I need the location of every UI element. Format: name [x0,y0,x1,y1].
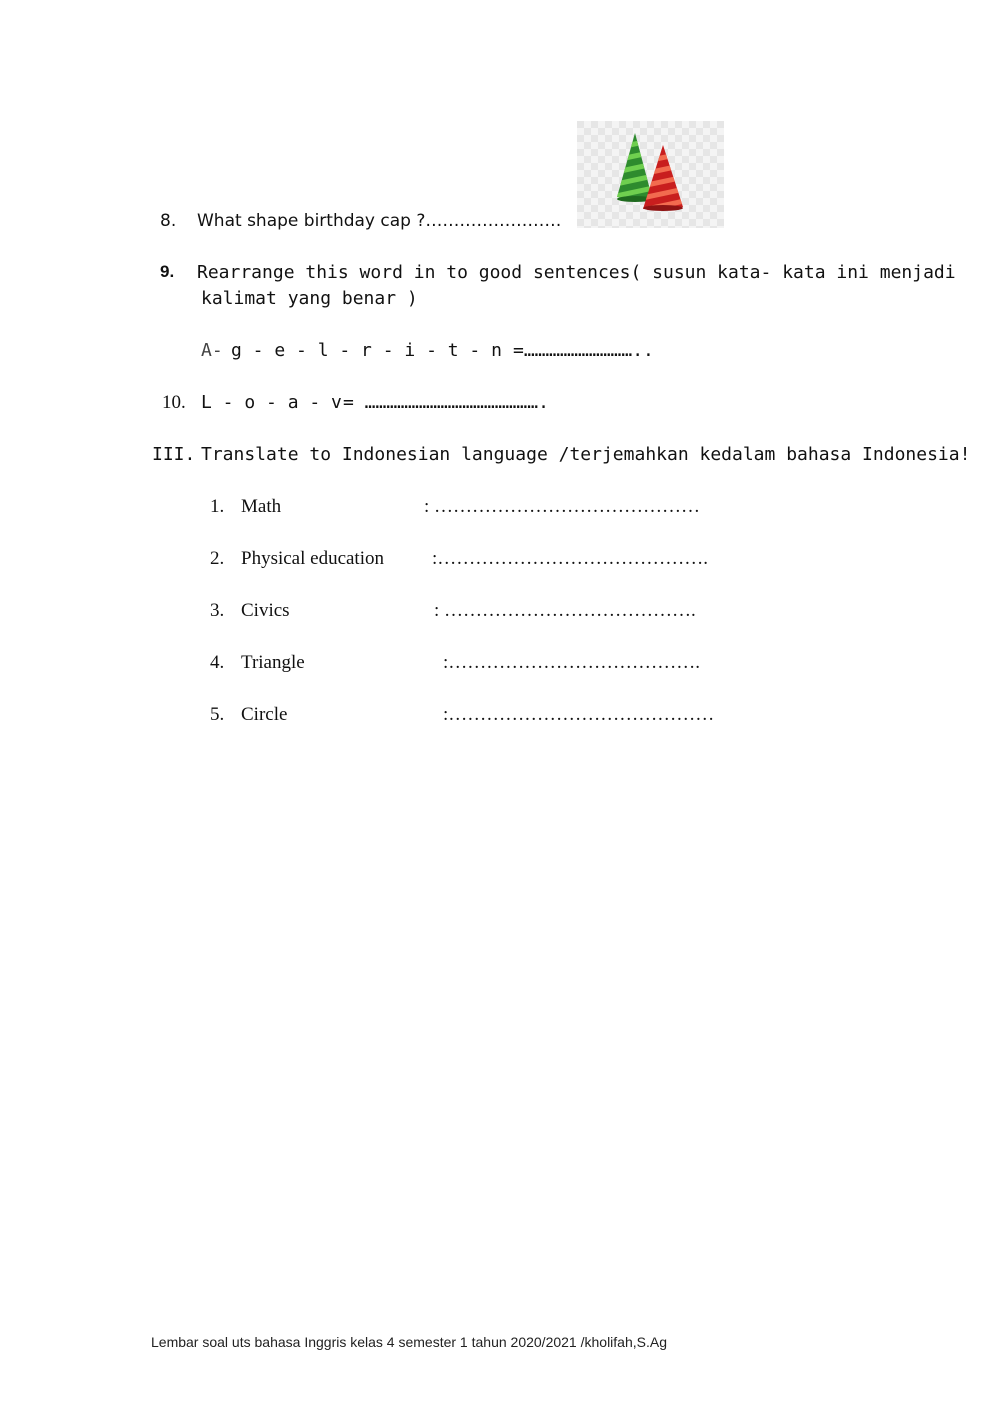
s3-item3-number: 3. [210,600,225,621]
s3-item1-word: Math [241,496,282,517]
s3-item2-answer: :……………………………………. [432,548,709,569]
s3-item5-answer: :…………………………………… [443,704,715,725]
s3-item3-word: Civics [241,600,290,621]
section3-title: Translate to Indonesian language /terjemahkan kedalam bahasa Indonesia! [201,444,971,465]
q8-number: 8. [160,211,177,231]
s3-item4-number: 4. [210,652,225,673]
s3-item4-word: Triangle [241,652,305,673]
s3-item1-answer: : …………………………………… [424,496,701,517]
q9-a-label: A- [201,340,223,361]
s3-item4-answer: :…………………………………. [443,652,701,673]
q9-a-answer: =………………………….. [513,340,654,361]
party-hats-icon [577,121,724,228]
s3-item5-number: 5. [210,704,225,725]
s3-item3-answer: : …………………………………. [434,600,696,621]
s3-item2-number: 2. [210,548,225,569]
s3-item1-number: 1. [210,496,225,517]
q9-instruction-line2: kalimat yang benar ) [201,288,418,309]
q10-letters: L - o - a - v [201,392,342,413]
q9-a-letters: g - e - l - r - i - t - n [231,340,502,361]
s3-item2-word: Physical education [241,548,384,569]
section3-numeral: III. [152,444,196,465]
q8-text: What shape birthday cap ?…………………… [197,211,562,231]
q9-instruction-line1: Rearrange this word in to good sentences( susun kata- kata ini menjadi [197,262,956,283]
page-footer: Lembar soal uts bahasa Inggris kelas 4 semester 1 tahun 2020/2021 /kholifah,S.Ag [151,1334,667,1350]
q10-number: 10. [162,392,186,413]
s3-item5-word: Circle [241,704,288,725]
q10-answer: = …………………………………………. [343,392,549,413]
q9-number: 9. [160,262,175,281]
